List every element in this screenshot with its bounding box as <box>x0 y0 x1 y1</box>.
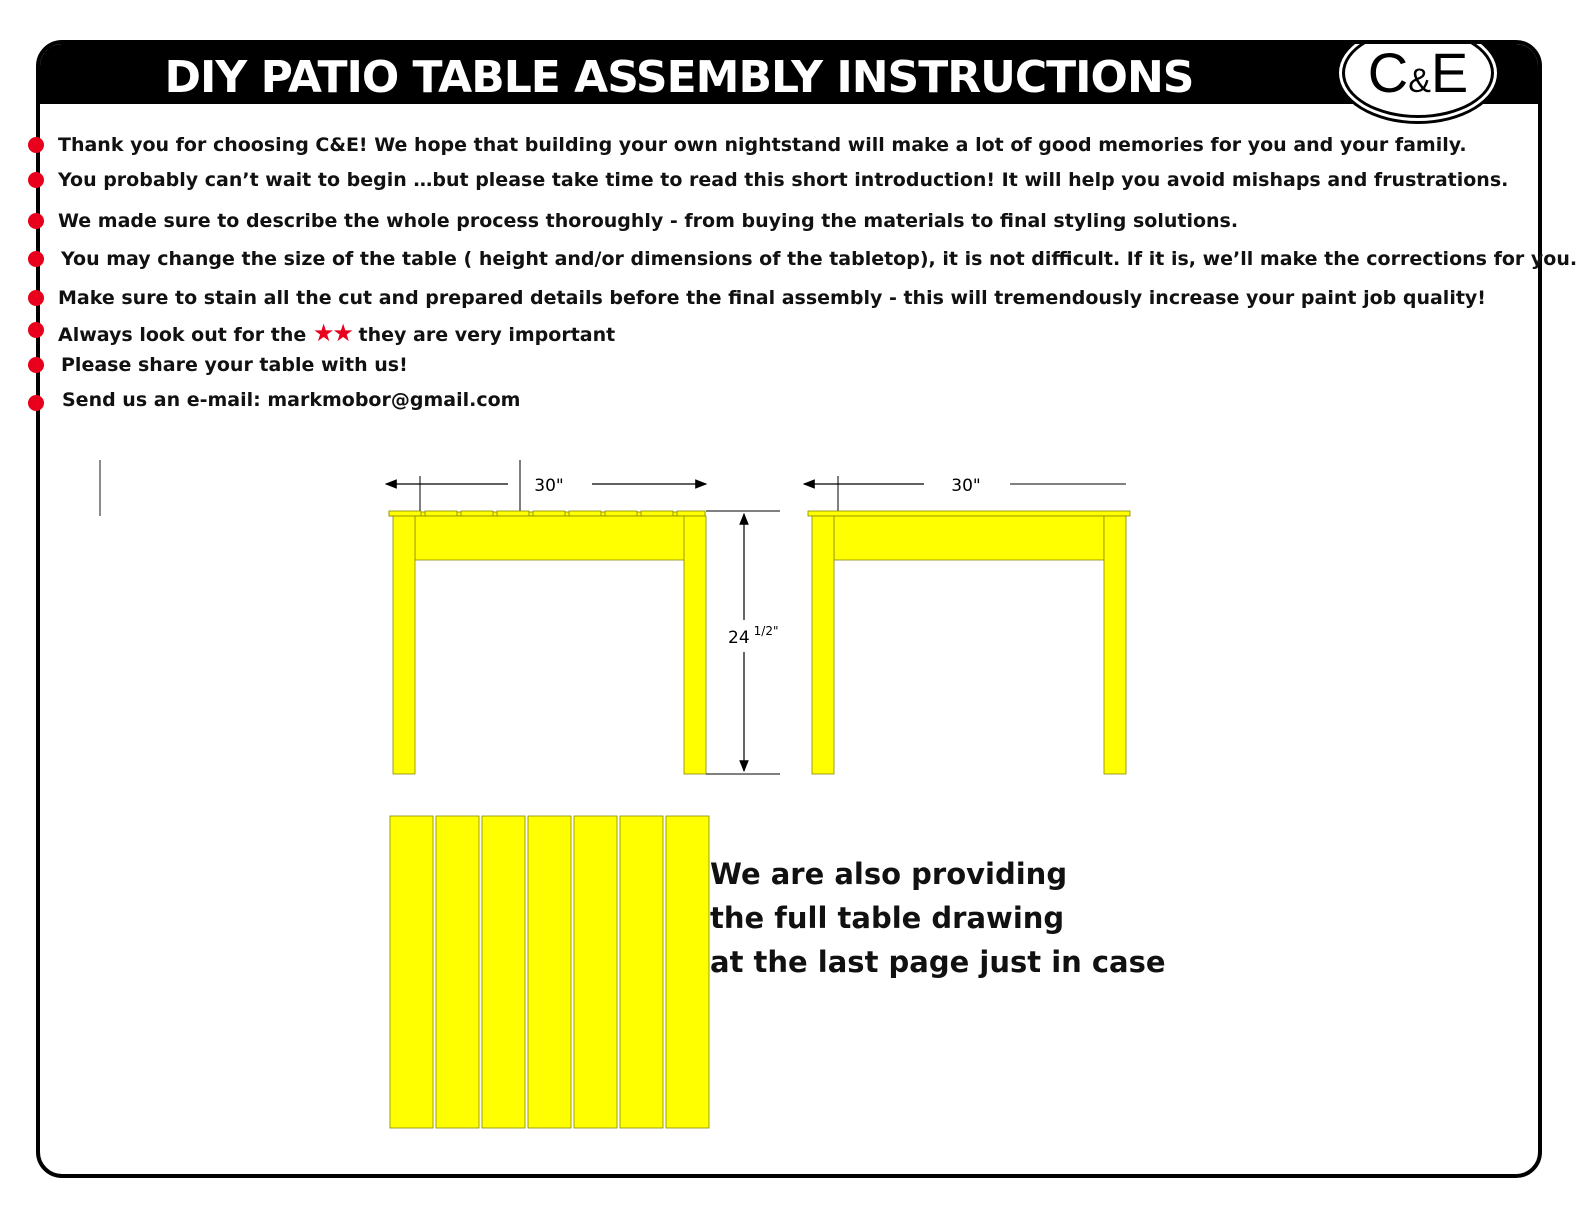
important-text-before: Always look out for the <box>58 324 307 346</box>
side-leg-right <box>1104 516 1126 774</box>
height-label <box>728 624 778 648</box>
side-leg-left <box>812 516 834 774</box>
tabletop-plan-view <box>390 816 709 1128</box>
intro-item-text: We made sure to describe the whole process thoroughly - from buying the materials to final styling solutions. <box>58 210 1239 232</box>
tabletop-slat <box>390 816 433 1128</box>
side-view <box>804 476 1130 774</box>
side-tabletop <box>808 511 1130 516</box>
intro-item-text: You may change the size of the table ( height and/or dimensions of the tabletop), it is not difficult. If it is, we’ll make the corrections for you. <box>61 248 1578 270</box>
star-icon: ★★ <box>312 319 352 347</box>
intro-item-text: Send us an e-mail: markmobor@gmail.com <box>62 389 521 411</box>
closing-line: at the last page just in case <box>710 945 1166 979</box>
intro-item-text: You probably can’t wait to begin …but please take time to read this short introduction! It will help you avoid mishaps and frustrations. <box>58 169 1509 191</box>
front-leg-left <box>393 516 415 774</box>
intro-item-text: Please share your table with us! <box>61 354 408 376</box>
front-leg-right <box>684 516 706 774</box>
front-slat <box>425 511 457 516</box>
front-slat <box>569 511 601 516</box>
front-slat <box>497 511 529 516</box>
front-slat <box>533 511 565 516</box>
intro-item-text: Thank you for choosing C&E! We hope that building your own nightstand will make a lot of good memories for you and your family. <box>58 134 1467 156</box>
tabletop-slat <box>482 816 525 1128</box>
front-apron <box>415 516 685 560</box>
logo-ampersand: & <box>1408 62 1431 100</box>
front-slat <box>461 511 493 516</box>
tabletop-slat <box>666 816 709 1128</box>
logo-letter-c: C <box>1367 41 1409 104</box>
closing-note <box>710 852 1166 984</box>
tabletop-slat <box>574 816 617 1128</box>
height-fraction: 1/2" <box>753 624 779 638</box>
closing-line: the full table drawing <box>710 901 1065 935</box>
height-whole: 24 <box>728 628 750 648</box>
front-slat <box>605 511 637 516</box>
tabletop-slat <box>528 816 571 1128</box>
side-apron <box>834 516 1104 560</box>
tabletop-slat <box>436 816 479 1128</box>
important-text-after: they are very important <box>358 324 616 346</box>
front-slat <box>389 511 421 516</box>
front-slat <box>677 511 705 516</box>
intro-item-text: Make sure to stain all the cut and prepared details before the final assembly - this will tremendously increase your paint job quality! <box>58 287 1486 309</box>
front-view <box>386 460 780 774</box>
front-width-label: 30" <box>534 476 564 496</box>
front-slat <box>641 511 673 516</box>
logo-letter-e: E <box>1430 41 1469 104</box>
side-width-label: 30" <box>951 476 981 496</box>
tabletop-slat <box>620 816 663 1128</box>
page-title-text: DIY PATIO TABLE ASSEMBLY INSTRUCTIONS <box>164 52 1194 103</box>
closing-line: We are also providing <box>710 857 1068 891</box>
